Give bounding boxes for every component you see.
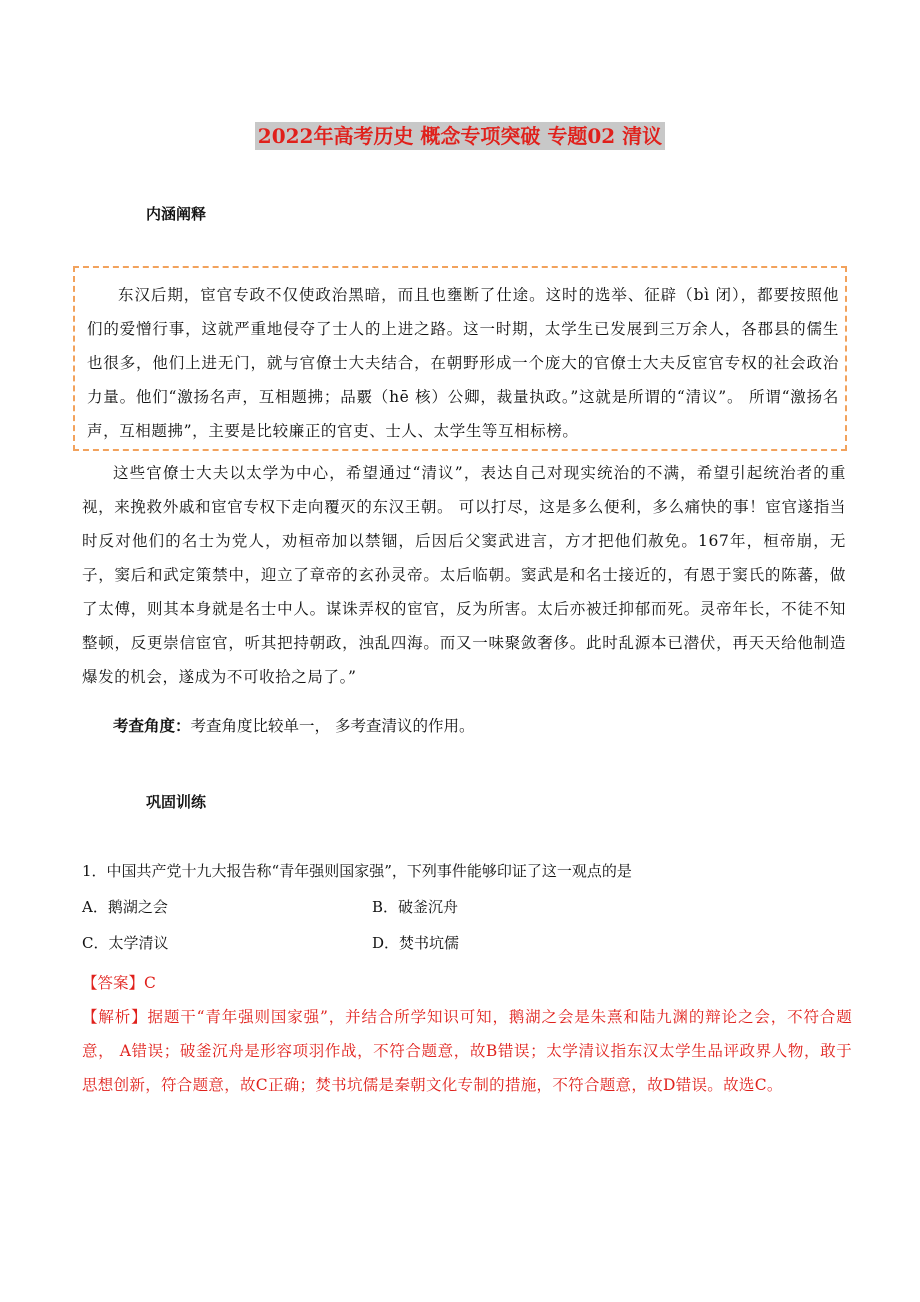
body-paragraph: 这些官僚士大夫以太学为中心，希望通过“清议”，表达自己对现实统治的不满，希望引起统治者的重视，来挽救外戚和宦官专权下走向覆灭的东汉王朝。 可以打尽，这是多么便利，多么痛快的事！宦官遂指当时反对他们的名士为党人，劝桓帝加以禁锢，后因后父窦武进言，方才把他们赦免。167年，桓帝崩，无子，窦后和武定策禁中，迎立了章帝的玄孙灵帝。太后临朝。窦武是和名士接近的，有恩于窦氏的陈蕃，做了太傅，则其本身就是名士中人。谋诛弄权的宦官，反为所害。太后亦被迁抑郁而死。灵帝年长，不徒不知整顿，反更崇信宦官，听其把持朝政，浊乱四海。而又一味聚敛奢侈。此时乱源本已潜伏，再天天给他制造爆发的机会，遂成为不可收拾之局了。” bbox=[82, 464, 846, 686]
document-title: 2022年高考历史 概念专项突破 专题02 清议 bbox=[255, 122, 665, 150]
explanation bbox=[82, 1000, 852, 1102]
explanation-label: 【解析】 bbox=[82, 1008, 148, 1026]
exam-angle-label: 考查角度： bbox=[113, 716, 191, 735]
question-1 bbox=[82, 856, 862, 964]
answer-block bbox=[82, 966, 852, 1102]
options-row-2 bbox=[82, 928, 862, 964]
highlighted-passage-box bbox=[73, 266, 847, 451]
exam-angle bbox=[113, 714, 474, 736]
document-title-block bbox=[0, 120, 920, 149]
boxed-paragraph: 东汉后期，宦官专政不仅使政治黑暗，而且也壅断了仕途。这时的选举、征辟（bì 闭），都要按照他们的爱憎行事，这就严重地侵夺了士人的上进之路。这一时期，太学生已发展到三万余人，各郡县的儒生也很多，他们上进无门，就与官僚士大夫结合，在朝野形成一个庞大的官僚士大夫反宦官专权的社会政治力量。他们“激扬名声，互相题拂；品覈（hē 核）公卿，裁量执政。”这就是所谓的“清议”。 所谓“激扬名声，互相题拂”，主要是比较廉正的官吏、士人、太学生等互相标榜。 bbox=[87, 286, 839, 440]
exam-angle-text: 考查角度比较单一， 多考查清议的作用。 bbox=[190, 717, 475, 735]
option-b: B．破釜沉舟 bbox=[372, 898, 459, 916]
body-section bbox=[82, 456, 846, 694]
options-row-1 bbox=[82, 892, 862, 928]
explanation-text: 据题干“青年强则国家强”，并结合所学知识可知，鹅湖之会是朱熹和陆九渊的辩论之会，不符合题意， A错误；破釜沉舟是形容项羽作战，不符合题意，故B错误；太学清议指东汉太学生品评政界人物，敢于思想创新，符合题意，故C正确；焚书坑儒是秦朝文化专制的措施，不符合题意，故D错误。故选C。 bbox=[82, 1008, 852, 1094]
option-c: C．太学清议 bbox=[82, 934, 169, 952]
section-heading-connotation: 内涵阐释 bbox=[146, 205, 207, 223]
question-stem: 1．中国共产党十九大报告称“青年强则国家强”，下列事件能够印证了这一观点的是 bbox=[82, 862, 632, 880]
option-a: A．鹅湖之会 bbox=[82, 898, 168, 916]
answer-line: 【答案】C bbox=[82, 974, 156, 992]
option-d: D．焚书坑儒 bbox=[372, 934, 460, 952]
section-heading-practice: 巩固训练 bbox=[146, 793, 207, 811]
